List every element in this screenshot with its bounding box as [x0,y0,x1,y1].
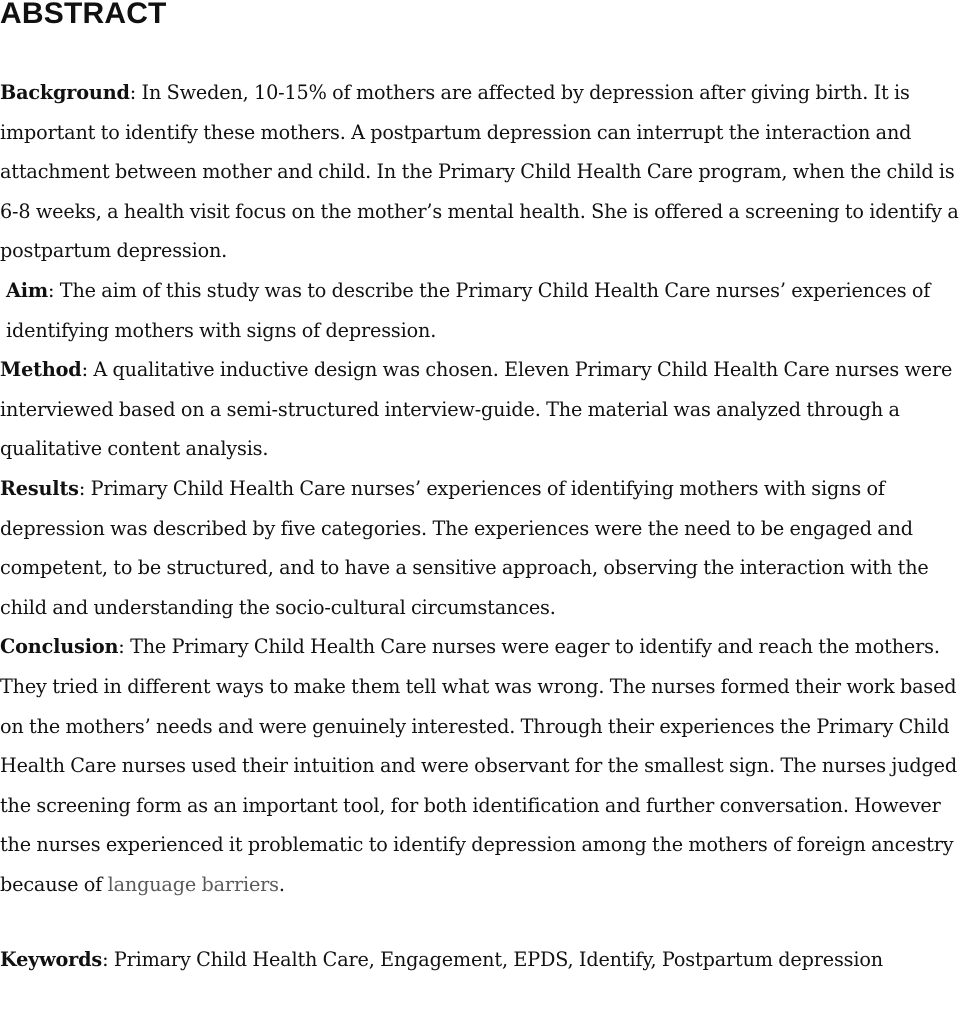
abstract-heading: ABSTRACT [0,0,167,30]
background-label: Background [0,81,130,104]
keywords-label: Keywords [0,948,103,971]
results-paragraph [0,469,960,627]
abstract-body [0,73,960,904]
keywords-text: Primary Child Health Care, Engagement, EPDS, Identify, Postpartum depression [113,948,883,971]
results-separator: : [78,476,91,500]
conclusion-paragraph [0,627,960,904]
conclusion-muted-text: language barriers [107,872,279,896]
aim-label: Aim [6,278,49,302]
keywords-separator: : [102,948,114,971]
aim-separator: : [48,278,60,302]
conclusion-end: . [278,872,285,896]
results-label: Results [0,476,79,500]
method-text: A qualitative inductive design was chosen. Eleven Primary Child Health Care nurses were interviewed based on a semi-structured interview-guide. The material was analyzed through a qualitative content analysis. [0,358,953,461]
method-label: Method [0,358,82,382]
results-text: Primary Child Health Care nurses’ experiences of identifying mothers with signs of depression was described by five categories. The experiences were the need to be engaged and competent, to be structured, and to have a sensitive approach, observing the interaction with the child and understanding the socio-cultural circumstances. [0,476,929,619]
background-text: In Sweden, 10-15% of mothers are affected by depression after giving birth. It is important to identify these mothers. A postpartum depression can interrupt the interaction and attachment between mother and child. In the Primary Child Health Care program, when the child is 6-8 weeks, a health visit focus on the mother’s mental health. She is offered a screening to identify a postpartum depression. [0,81,959,263]
conclusion-text: The Primary Child Health Care nurses were eager to identify and reach the mothers. They tried in different ways to make them tell what was wrong. The nurses formed their work based on the mothers’ needs and were genuinely interested. Through their experiences the Primary Child Health Care nurses used their intuition and were observant for the smallest sign. The nurses judged the screening form as an important tool, for both identification and further conversation. However the nurses experienced it problematic to identify depression among the mothers of foreign ancestry because of [0,635,958,896]
conclusion-separator: : [118,635,131,659]
aim-paragraph [0,271,960,350]
conclusion-label: Conclusion [0,635,119,659]
background-paragraph [0,73,960,271]
keywords-paragraph [0,943,960,976]
background-separator: : [129,81,142,104]
aim-text: The aim of this study was to describe the Primary Child Health Care nurses’ experiences of identifying mothers with signs of depression. [6,278,931,342]
method-separator: : [81,358,94,382]
method-paragraph [0,350,960,469]
